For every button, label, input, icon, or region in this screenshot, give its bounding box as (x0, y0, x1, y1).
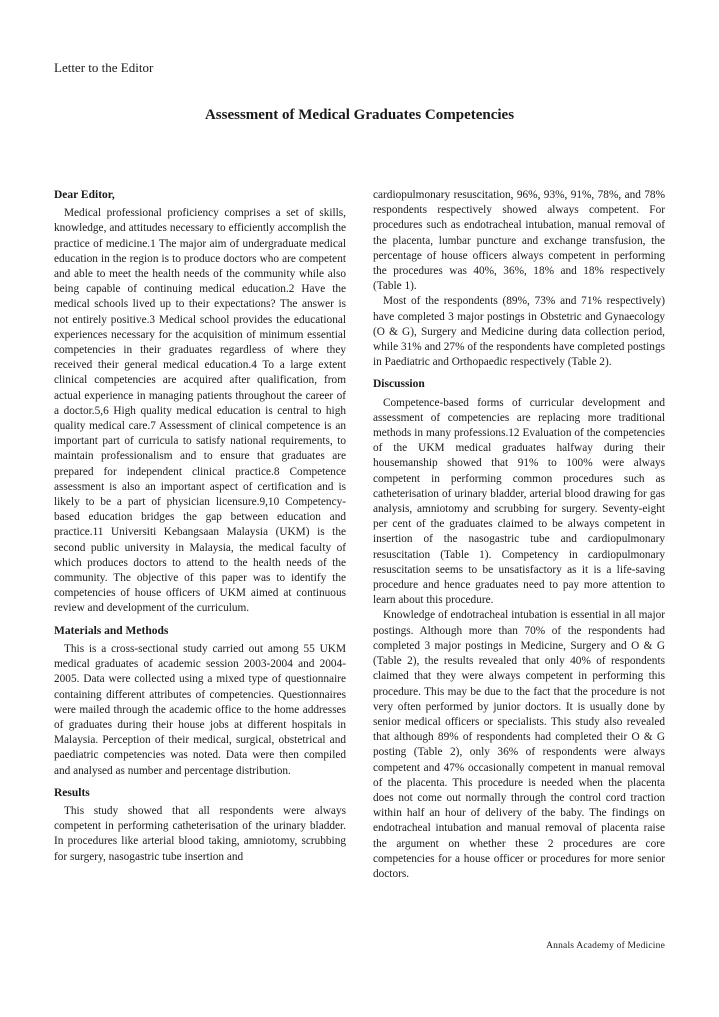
salutation: Dear Editor, (54, 189, 115, 201)
journal-footer: Annals Academy of Medicine (546, 941, 665, 951)
results-heading: Results (54, 786, 90, 799)
methods-heading: Materials and Methods (54, 624, 169, 637)
methods-paragraph: This is a cross-sectional study carried out among 55 UKM medical graduates of academic session 2003-2004 and 2004-2005. Data were collected using a mixed type of questionnaire containing different attributes of competencies. Questionnaires were mailed through the academic office to the home addresses of graduates during their house jobs at different hospitals in Malaysia. Perception of their medical, surgical, obstetrical and paediatric competencies was noted. Data were then compiled and analysed as number and percentage distribution. (54, 642, 346, 777)
discussion-paragraph-2: Knowledge of endotracheal intubation is essential in all major postings. Although more than 70% of the respondents had completed 3 major postings in Medicine, Surgery and O & G (Table 2), the results revealed that only 40% of respondents claimed that they were always competent in performing this procedure. This may be due to the fact that the procedure is not very often performed by junior doctors. It is usually done by senior medical officers or specialists. This study also revealed that although 89% of respondents had completed their O & G posting (Table 2), only 36% of respondents were always competent and 47% occasionally competent in manual removal of the placenta. This procedure is needed when the placenta does not come out normally through the control cord traction within half an hour of delivery of the baby. The findings on endotracheal intubation and manual removal of placenta raise the argument on whether these 2 procedures are core competencies for a house officer or procedures for more senior doctors. (373, 609, 665, 880)
results-postings-paragraph: Most of the respondents (89%, 73% and 71% respectively) have completed 3 major postings in Obstetric and Gynaecology (O & G), Surgery and Medicine during data collection period, while 31% and 27% of the respondents have completed postings in Paediatric and Orthopaedic respectively (Table 2). (373, 295, 665, 369)
running-head: Letter to the Editor (54, 60, 154, 75)
discussion-heading: Discussion (373, 378, 425, 391)
article-title: Assessment of Medical Graduates Competencies (204, 107, 515, 123)
left-column (54, 188, 346, 865)
results-paragraph: This study showed that all respondents were always competent in performing catheterisation of the urinary bladder. In procedures like arterial blood taking, amniotomy, scrubbing for surgery, nasogastric tube insertion and (54, 804, 346, 863)
right-column (373, 188, 665, 882)
intro-paragraph: Medical professional proficiency comprises a set of skills, knowledge, and attitudes necessary to efficiently accomplish the practice of medicine.1 The major aim of undergraduate medical education in the region is to produce doctors who are competent and able to meet the health needs of the community while also being capable of continuing medical education.2 Have the medical schools lived up to their expectations? The answer is not entirely positive.3 Medical school provides the educational experiences necessary for the acquisition of minimum essential competencies in their graduates regardless of where they received their general medical education.4 To a large extent clinical competencies are acquired after qualification, from actual experience in managing patients throughout the career of a doctor.5,6 High quality medical education is central to high quality medical care.7 Assessment of clinical competence is an important part of curricula to satisfy national requirements, to maintain professionalism and to ensure that graduates are prepared for independent clinical practice.8 Competence assessment is also an important aspect of certification and is likely to be a part of physician licensure.9,10 Competency-based education bridges the gap between education and practice.11 Universiti Kebangsaan Malaysia (UKM) is the second public university in Malaysia, the medical faculty of which produces doctors to attend to the health needs of the community. The objective of this paper was to identify the competencies of house officers of UKM aimed at continuous review and development of the curriculum. (54, 207, 346, 615)
discussion-paragraph-1: Competence-based forms of curricular development and assessment of competencies are replacing more traditional methods in many professions.12 Evaluation of the competencies of the UKM medical graduates halfway during their housemanship showed that 91% to 100% were always competent in performing common procedures such as catheterisation of urinary bladder, arterial blood drawing for gas analysis, amniotomy and scrubbing for surgery. Seventy-eight per cent of the graduates claimed to be always competent in insertion of the nasogastric tube and cardiopulmonary resuscitation (Table 1). Competency in cardiopulmonary resuscitation seems to be unsatisfactory as it is a life-saving procedure and hence graduates need to pay more attention to learn about this procedure. (373, 396, 665, 607)
results-continued-paragraph: cardiopulmonary resuscitation, 96%, 93%, 91%, 78%, and 78% respondents respectively showed always competent. For procedures such as endotracheal intubation, manual removal of the placenta, lumbar puncture and exchange transfusion, the percentage of house officers always competent in performing the procedures was 40%, 36%, 18% and 18% respectively (Table 1). (373, 189, 665, 293)
